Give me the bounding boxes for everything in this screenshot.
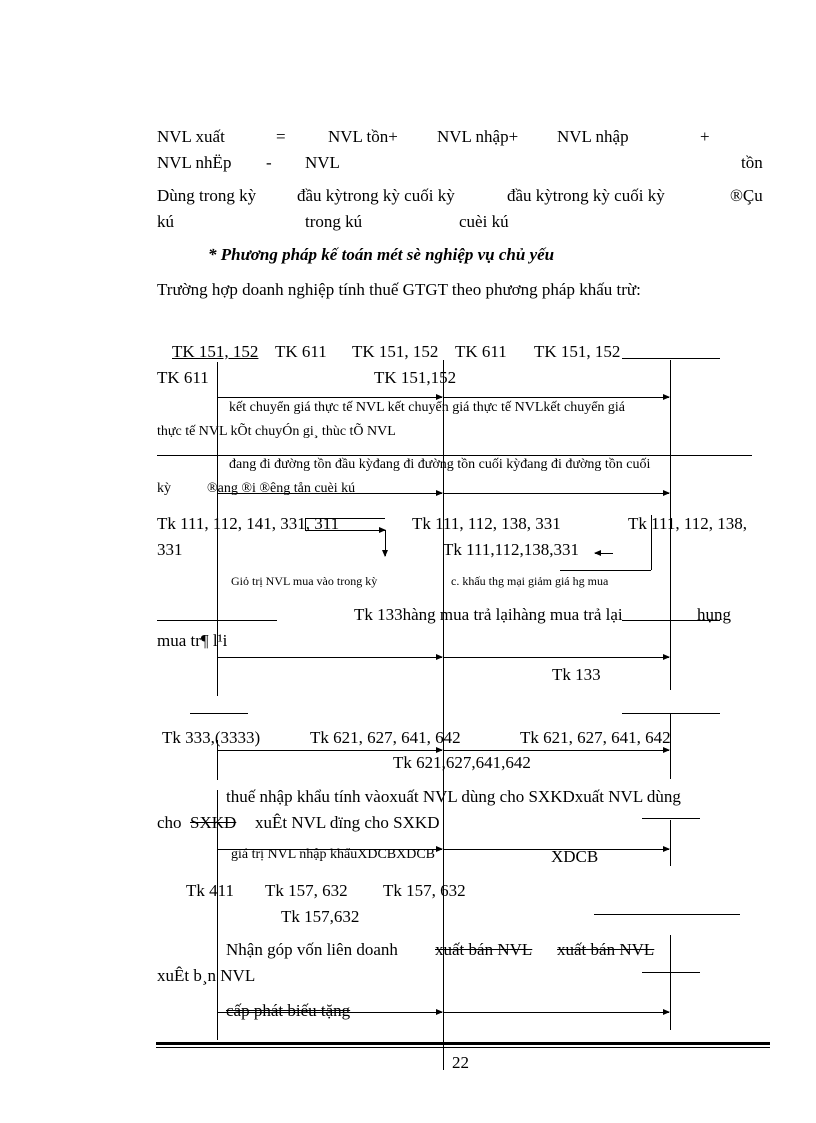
formula-text: kú: [157, 212, 174, 231]
formula-text: tồn: [741, 153, 763, 172]
entry-description: Nhận góp vốn liên doanh: [226, 940, 398, 959]
entry-description: thuế nhập khẩu tính vàoxuất NVL dùng cho SXKDxuất NVL dùng: [226, 787, 681, 806]
flow-arrow: [595, 553, 613, 554]
formula-text: Dùng trong kỳ: [157, 186, 257, 205]
account-label: Tk 111, 112, 138,: [628, 514, 747, 533]
bracket-line: [305, 518, 306, 530]
account-label: TK 611: [455, 342, 507, 361]
account-label: Tk 157, 632: [265, 881, 348, 900]
account-rule: [190, 713, 248, 714]
flow-arrow: [218, 657, 442, 658]
footer-rule: [156, 1042, 770, 1045]
formula-text: NVL nhập: [557, 127, 629, 146]
section-heading: * Phương pháp kế toán mét sè nghiệp vụ chủ yếu: [208, 245, 555, 264]
account-label: 331: [157, 540, 183, 559]
account-spine: [670, 935, 671, 1030]
entry-description: xuÊt NVL dïng cho SXKD: [255, 813, 440, 832]
account-label: Tk 621, 627, 641, 642: [310, 728, 461, 747]
account-rule: [622, 358, 720, 359]
bracket-line: [651, 515, 652, 570]
account-rule: [642, 972, 700, 973]
page-number: 22: [452, 1053, 469, 1072]
entry-description: thực tế NVL kÕt chuyÓn gi¸ thùc tÕ NVL: [157, 424, 396, 439]
entry-description: kỳ: [157, 481, 171, 496]
formula-text: NVL tồn+: [328, 127, 398, 146]
formula-text: +: [700, 127, 710, 146]
account-spine: [670, 820, 671, 866]
account-label: Tk 133: [552, 665, 601, 684]
flow-arrow: [444, 750, 669, 751]
account-rule: [642, 818, 700, 819]
flow-arrow: [305, 530, 385, 531]
entry-description: Giỏ trị NVL mua vào trong kỳ: [231, 574, 378, 588]
account-label: Tk 111, 112, 138, 331: [412, 514, 561, 533]
flow-arrow: [218, 397, 442, 398]
bracket-line: [560, 570, 651, 571]
account-rule: [622, 713, 720, 714]
formula-text: trong kú: [305, 212, 363, 231]
intro-text: Trường hợp doanh nghiệp tính thuế GTGT theo phương pháp khấu trừ:: [157, 280, 641, 299]
entry-description: xuÊt b¸n NVL: [157, 966, 256, 985]
formula-text: NVL nhËp: [157, 153, 232, 172]
account-rule: [594, 914, 740, 915]
account-rule: [157, 455, 752, 456]
flow-arrow: [218, 1012, 442, 1013]
account-label: TK 611: [157, 368, 209, 387]
flow-arrow: [218, 493, 442, 494]
flow-arrow: [218, 750, 442, 751]
account-label: Tk 157,632: [281, 907, 360, 926]
account-label: Tk 621, 627, 641, 642: [520, 728, 671, 747]
formula-text: NVL: [305, 153, 340, 172]
account-label: TK 151, 152: [172, 342, 259, 361]
formula-text: ®Çu: [730, 186, 763, 205]
formula-text: NVL nhập+: [437, 127, 519, 146]
entry-description: cho: [157, 813, 182, 832]
formula-text: đầu kỳtrong kỳ cuối kỳ: [507, 186, 665, 205]
account-label: Tk 333,(3333): [162, 728, 261, 747]
account-label: Tk 111, 112, 141, 331, 311: [157, 514, 340, 533]
formula-text: NVL xuất: [157, 127, 225, 146]
entry-description: c. khấu thg mại giảm giá hg mua: [451, 574, 609, 588]
entry-description: đang đi đường tồn đầu kỳđang đi đường tồn cuối kỳđang đi đường tồn cuối: [229, 457, 651, 472]
account-label: Tk 411: [186, 881, 235, 900]
entry-description: hụng: [697, 605, 731, 624]
flow-arrow: [444, 397, 669, 398]
footer-rule: [156, 1047, 770, 1048]
entry-description: XDCB: [551, 847, 599, 866]
entry-description: xuất bán NVL: [435, 940, 533, 959]
formula-text: -: [266, 153, 272, 172]
flow-arrow: [444, 657, 669, 658]
account-label: TK 151,152: [374, 368, 457, 387]
account-label: Tk 157, 632: [383, 881, 466, 900]
entry-description: kết chuyển giá thực tế NVL kết chuyển giá thực tế NVLkết chuyển giá: [229, 400, 626, 415]
entry-description: SXKD: [190, 813, 237, 832]
flow-arrow: [444, 493, 669, 494]
entry-description: giá trị NVL nhập khẩuXDCBXDCB: [231, 847, 436, 862]
formula-text: đầu kỳtrong kỳ cuối kỳ: [297, 186, 455, 205]
account-label: TK 151, 152: [352, 342, 439, 361]
entry-description: cấp phát biếu tặng: [226, 1001, 351, 1020]
entry-description: ®ang ®i ®êng tån cuèi kú: [207, 481, 356, 496]
bracket-line: [305, 518, 385, 519]
account-label: Tk 133hàng mua trả lạihàng mua trả lại: [354, 605, 623, 624]
flow-arrow: [385, 530, 386, 556]
account-rule: [157, 620, 277, 621]
formula-text: cuèi kú: [459, 212, 509, 231]
account-label: Tk 111,112,138,331: [443, 540, 579, 559]
entry-description: mua tr¶ l¹i: [157, 631, 228, 650]
account-label: TK 151, 152: [534, 342, 621, 361]
formula-text: =: [276, 127, 286, 146]
entry-description: xuất bán NVL: [557, 940, 655, 959]
account-label: Tk 621,627,641,642: [393, 753, 531, 772]
account-label: TK 611: [275, 342, 327, 361]
flow-arrow: [444, 1012, 669, 1013]
